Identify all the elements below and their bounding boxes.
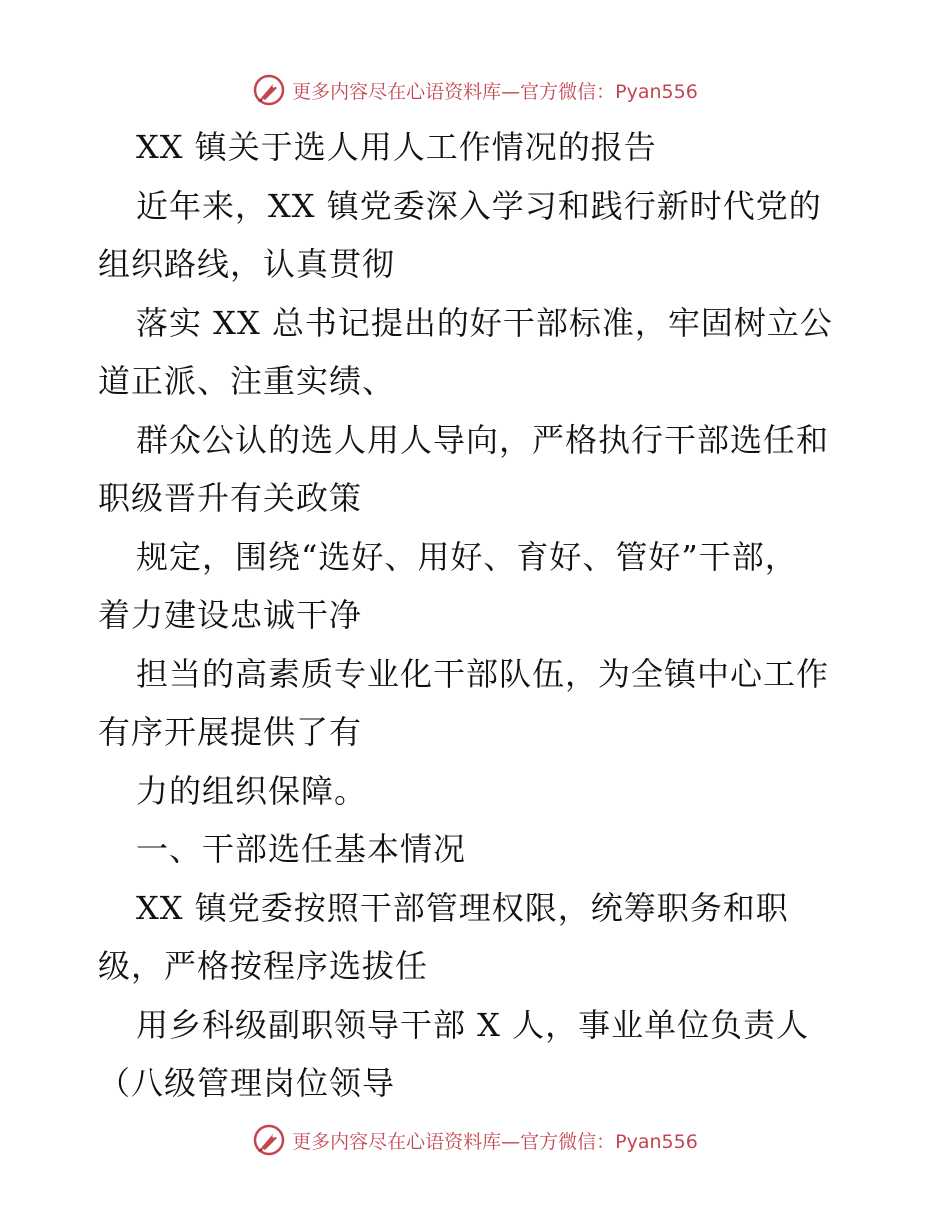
document-line: 近年来，XX 镇党委深入学习和践行新时代党的 bbox=[136, 186, 822, 225]
document-line: 职级晋升有关政策 bbox=[98, 479, 363, 517]
document-line: 担当的高素质专业化干部队伍，为全镇中心工作 bbox=[136, 654, 830, 693]
document-line: 着力建设忠诚干净 bbox=[98, 596, 363, 634]
document-line: 道正派、注重实绩、 bbox=[98, 362, 396, 400]
document-line: 力的组织保障。 bbox=[136, 771, 368, 810]
document-line: 群众公认的选人用人导向，严格执行干部选任和 bbox=[136, 420, 830, 459]
document-line: 级，严格按程序选拔任 bbox=[98, 947, 429, 985]
pen-nib-logo-icon bbox=[252, 1123, 286, 1157]
footer-banner-text: 更多内容尽在心语资料库—官方微信：Pyan556 bbox=[292, 1130, 698, 1153]
document-line: 用乡科级副职领导干部 X 人，事业单位负责人 bbox=[136, 1005, 810, 1044]
document-line: 落实 XX 总书记提出的好干部标准，牢固树立公 bbox=[136, 303, 833, 342]
document-line: XX 镇关于选人用人工作情况的报告 bbox=[136, 128, 657, 166]
document-body bbox=[98, 118, 858, 1113]
header-banner-text: 更多内容尽在心语资料库—官方微信：Pyan556 bbox=[292, 80, 698, 103]
header-banner bbox=[0, 70, 950, 110]
footer-banner bbox=[0, 1120, 950, 1160]
pen-nib-logo-icon bbox=[252, 73, 286, 107]
document-line: 组织路线，认真贯彻 bbox=[98, 245, 396, 283]
document-line: XX 镇党委按照干部管理权限，统筹职务和职 bbox=[136, 888, 789, 927]
document-line: 有序开展提供了有 bbox=[98, 713, 363, 751]
document-line: （八级管理岗位领导 bbox=[98, 1064, 396, 1102]
document-line: 一、干部选任基本情况 bbox=[136, 830, 467, 868]
document-line: 规定，围绕“选好、用好、育好、管好”干部， bbox=[136, 537, 798, 576]
